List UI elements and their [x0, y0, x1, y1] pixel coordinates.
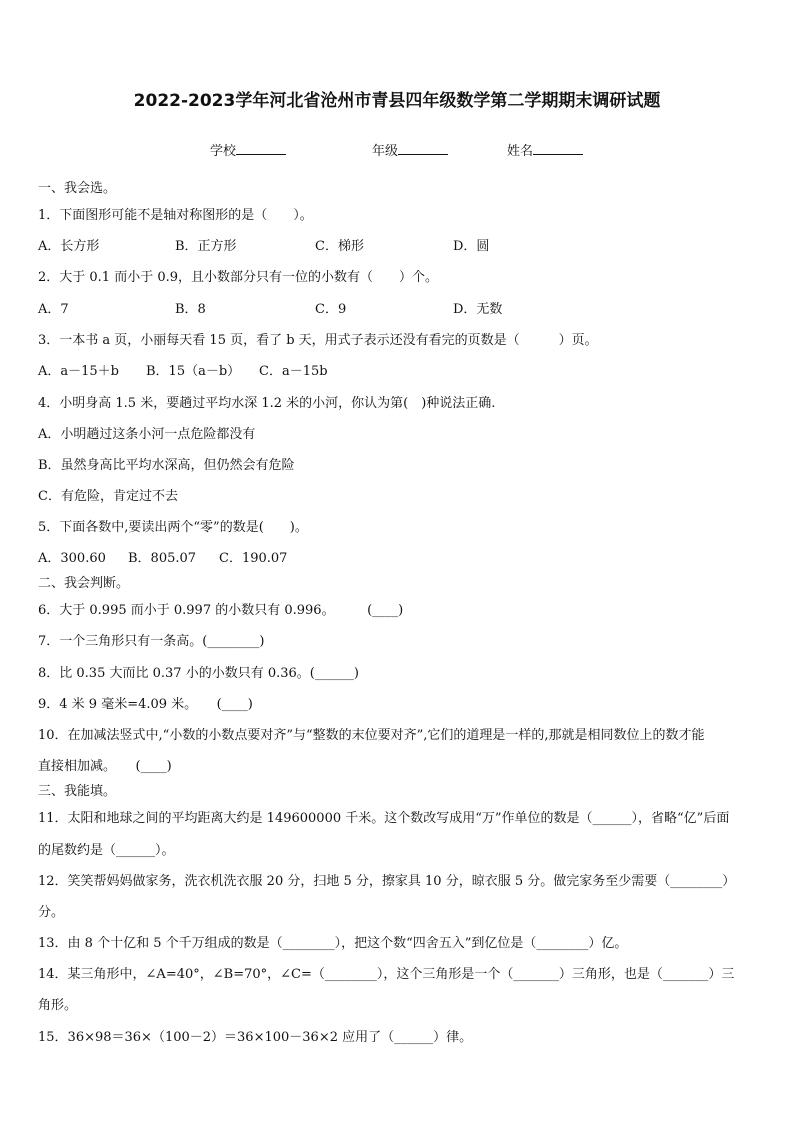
question-4: 4．小明身高 1.5 米，要趟过平均水深 1.2 米的小河，你认为第( )种说法正确.	[38, 396, 496, 411]
q5-option-b: B．805.07	[128, 551, 197, 566]
grade-label: 年级	[372, 144, 399, 159]
section-heading: 二、我会判断。	[38, 576, 130, 591]
q4-option-b: B．虽然身高比平均水深高，但仍然会有危险	[38, 458, 295, 473]
q3-option-c: C．a－15b	[259, 364, 328, 379]
q2-option-a: A．7	[38, 302, 69, 317]
question-9: 9．4 米 9 毫米=4.09 米。 (____)	[38, 697, 253, 712]
question-12-line-2: 分。	[38, 905, 65, 920]
question-12-line-1: 12．笑笑帮妈妈做家务，洗衣机洗衣服 20 分，扫地 5 分，擦家具 10 分，晾衣服 5 分。做完家务至少需要（________）	[38, 874, 736, 889]
name-label: 姓名	[507, 144, 534, 159]
q3-option-b: B．15（a－b）	[146, 364, 241, 379]
question-5: 5．下面各数中,要读出两个“零”的数是( )。	[38, 520, 308, 535]
q2-option-b: B．8	[175, 302, 206, 317]
question-6: 6．大于 0.995 而小于 0.997 的小数只有 0.996。 (____)	[38, 603, 404, 618]
question-7: 7．一个三角形只有一条高。(________)	[38, 634, 265, 649]
question-14-line-1: 14．某三角形中，∠A=40°，∠B=70°，∠C=（________），这个三角形是一个（_______）三角形，也是（_______）三	[38, 967, 735, 982]
q4-option-c: C．有危险，肯定过不去	[38, 489, 178, 504]
question-11-line-2: 的尾数约是（______）。	[38, 843, 175, 858]
question-2: 2．大于 0.1 而小于 0.9，且小数部分只有一位的小数有（ ）个。	[38, 270, 439, 285]
q4-option-a: A．小明趟过这条小河一点危险都没有	[38, 427, 256, 442]
grade-blank[interactable]	[398, 142, 448, 155]
q2-option-d: D．无数	[453, 302, 503, 317]
q2-option-c: C．9	[315, 302, 347, 317]
q5-option-c: C．190.07	[219, 551, 288, 566]
question-11-line-1: 11．太阳和地球之间的平均距离大约是 149600000 千米。这个数改写成用“万”作单位的数是（______），省略“亿”后面	[38, 811, 730, 826]
question-10-line-2: 直接相加减。 (____)	[38, 759, 172, 774]
question-14-line-2: 角形。	[38, 998, 78, 1013]
question-13: 13．由 8 个十亿和 5 个千万组成的数是（________），把这个数“四舍五入”到亿位是（________）亿。	[38, 936, 628, 951]
grade-field	[372, 140, 448, 159]
school-field	[210, 140, 286, 159]
q1-option-d: D．圆	[453, 239, 490, 254]
section-heading: 三、我能填。	[38, 784, 117, 799]
school-label: 学校	[210, 144, 237, 159]
section-heading: 一、我会选。	[38, 181, 117, 196]
q3-option-a: A．a－15＋b	[38, 364, 120, 379]
q5-option-a: A．300.60	[38, 551, 106, 566]
school-blank[interactable]	[236, 142, 286, 155]
question-8: 8．比 0.35 大而比 0.37 小的小数只有 0.36。(______)	[38, 666, 359, 681]
question-15: 15．36×98＝36×（100－2）＝36×100－36×2 应用了（______）律。	[38, 1030, 473, 1045]
q1-option-c: C．梯形	[315, 239, 364, 254]
name-field	[507, 140, 583, 159]
q1-option-b: B．正方形	[175, 239, 237, 254]
question-3: 3．一本书 a 页，小丽每天看 15 页，看了 b 天，用式子表示还没有看完的页数是（ ）页。	[38, 333, 598, 348]
question-10-line-1: 10．在加减法竖式中,“小数的小数点要对齐”与“整数的末位要对齐”,它们的道理是一样的,那就是相同数位上的数才能	[38, 728, 705, 743]
name-blank[interactable]	[533, 142, 583, 155]
q1-option-a: A．长方形	[38, 239, 100, 254]
question-1: 1．下面图形可能不是轴对称图形的是（ ）。	[38, 208, 313, 223]
page-title: 2022-2023学年河北省沧州市青县四年级数学第二学期期末调研试题	[133, 91, 661, 111]
